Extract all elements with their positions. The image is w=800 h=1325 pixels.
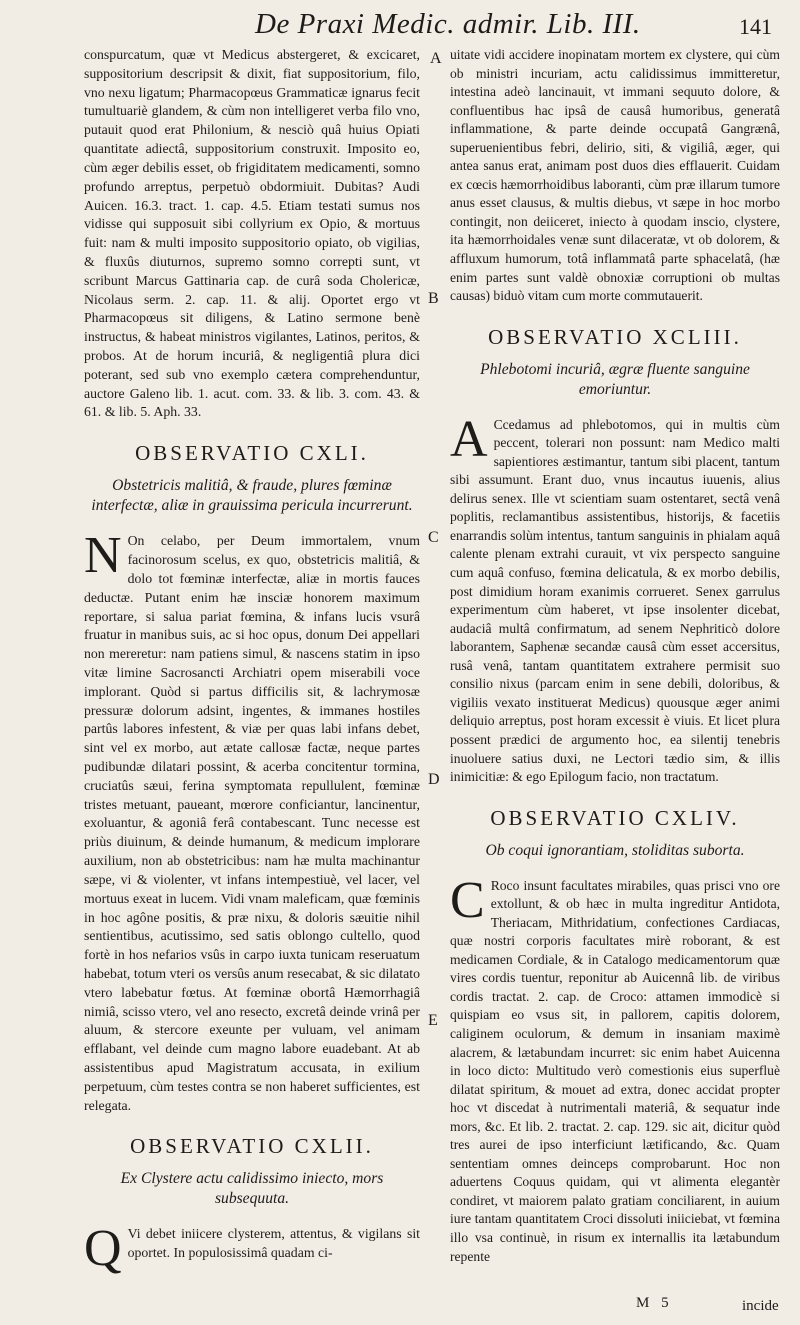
observation-143-heading: OBSERVATIO XCLIII. — [488, 324, 742, 349]
drop-cap-c: C — [450, 871, 485, 929]
observation-143-text: Ccedamus ad phlebotomos, qui in multis cùm peccent, tolerari non possunt: nam Medico malti sapientiores æstimantur, tantum sibi placent, tantum sibi assumunt. Erant duo, vnus incautus iuuenis, alius delirus senex. Ille vt scientiam suam ostentaret, sectâ venâ poplitis, reclamantibus assistentibus, historijs, & facetiis enarrandis solùm intentus, tantum sanguinis in phialam aquâ calente plenam extrahi curauit, vt vix perspecto sanguine cum aquâ confuso, fœmina delicatula, & ex morbo debilis, post dimidium horam exanimis corrueret. Senex garrulus experimentum cùm haberet, vt ipse insolenter dicebat, audaciâ multâ confirmatum, ad senem Nephriticò dolore laborantem, Saphenæ secandæ causâ cùm esset accersitus, rusâ venâ, tantam quantitatem extrahere permisit suo consilio nixus (parcam enim in sene debili, doloribus, & vigiliis vexato instituerat Medicus) quousque æger animi deliquio arreptus, post horam excessit è viuis. Et licet plura possent prædici de argumento hoc, ea silentij tenebris inuoluere satius duxi, ne Lectori tædio sim, & illis inimicitiæ: & ego Epilogum facio, non tractatum. — [450, 416, 780, 785]
margin-letter-a: A — [430, 50, 442, 67]
page-number: 141 — [739, 14, 772, 39]
drop-cap-a: A — [450, 410, 488, 468]
margin-letter-d: D — [428, 771, 440, 788]
observation-141-text: On celabo, per Deum immortalem, vnum facinorosum scelus, ex quo, obstetricis malitiâ, & dolo tot fœminæ interfectæ, aliæ in mortis fauces deductæ. Putant enim hæ insciæ honorem maximum reportare, si salua pariat fœmina, & infans lucis vsurâ fruatur in manibus suis, ac si hoc opus, donum Dei appellari non mereretur: nam patiens simul, & nascens statim in ipso vitæ limine Sacrosancti Archiatri opem miserabili voce implorant. Quòd si partus difficilis sit, & lachrymosæ pressuræ dolorum adsint, ingentes, & immanes hostiles partûs labores infestent, & viæ per quas labi infans debet, sint vel ex morbo, aut ætate callosæ factæ, neque partes pudibundæ dilatari possint, & acerba concitentur tormina, cruciatûs sæui, ferina symptomata repullulent, fœminæ tristes metuant, paueant, mœrore conficiantur, lancinentur, exoluantur, & agoniâ ferâ contabescant. Tunc necesse est priùs diuinum, & deinde humanum, & medicum implorare auxilium, non ab obstetricibus: nam hæ multa machinantur sæpe, vi & violenter, vt infans intempestiuè, vel lacer, vel mortuus exeat in lucem. Vidi vnam maleficam, quæ fœminis in hoc agône positis, & præ nixu, & doloris sæuitie nihil sentientibus, acutissimo, sed satis oblongo cultello, quod fortè in hos nefarios vsûs in carpo iuxta tunicam reseruatum habebat, totum vteri os versûs anum resecabat, & sic dilatato vtero labebatur fœtus. At fœminæ obortâ Hæmorrhagiâ nimiâ, scisso vtero, vel ano resecto, excretâ deinde vrinâ per aluum, & stercore exeunte per vuluam, vel animam efflabant, vel deinde cum magno labore euadebant. At ab assistentibus apud Magistratum accusata, in exilium perpetuum, cùm testes contra se non haberet sufficientes, est relegata. — [84, 533, 420, 1113]
observation-144-subtitle: Ob coqui ignorantiam, stoliditas suborta. — [485, 841, 745, 859]
signature-mark: M 5 — [636, 1295, 673, 1311]
left-intro-text: conspurcatum, quæ vt Medicus abstergeret, & excicaret, suppositorium descripsit & dixit, fiat suppositorium, filo, vno nexu ligatum; Pharmacopœus Grammaticæ ignarus fecit tumultuariè glandem, & cùm non intelligeret verba filo vno, putauit quod erat Philonium, & nesciò quâ huius Opiati quantitate adiectâ, suppositorium construxit. Imposito eo, cùm æger debilis esset, ob frigiditatem medicamenti, somno profundo arreptus, perpetuò obdormiuit. Dubitas? Audi Auicen. 16.3. tract. 1. cap. 4.5. Etiam testati sumus nos vidisse qui supposuit sibi collyrium ex Opio, & mortuus fuit: nam & multi imposito suppositorio opiato, ob vigilias, & fluxûs diuturnos, supremo somno correpti sunt, vt scribunt Marcus Gattinaria cap. de curâ soda Cholericæ, Nicolaus serm. 2. cap. 11. & alij. Oportet ergo vt Pharmacopœus sit diligens, & Latino sermone benè instructus, & habeat ministros vigilantes, Latinos, peritos, & probos. At de horum incuriâ, & negligentiâ plura dici poterant, sed sub vno exemplo cætera comprehenduntur, auctore Galeno lib. 1. acut. com. 33. & lib. 3. com. 43. & 61. & lib. 5. Aph. 33. — [84, 47, 420, 420]
right-column — [450, 46, 780, 1266]
left-column — [84, 46, 420, 1278]
drop-cap-q: Q — [84, 1220, 122, 1278]
running-header — [0, 0, 800, 48]
right-intro-text: uitate vidi accidere inopinatam mortem ex clystere, qui cùm ob ministri incuriam, actu calidissimus immitteretur, intestina adeò lancinauit, vt immani sequuto dolore, & confluentibus hac ipsâ de causâ humoribus, generatâ inflammatione, & parte deinde occupatâ Gangrænâ, superuenientibus febri, delirio, siti, & vigiliâ, æger, qui antea sanus erat, animam post duos dies efflauerit. Cuidam ex cœcis hæmorrhoidibus laboranti, cùm præ illarum tumore anus esset clausus, & multis diebus, vt sæpe in hoc morbo contingit, non deiiceret, iniecto à quodam inscio, clystere, ita hæmorrhoidales venæ sunt dilaceratæ, vt ob dolorem, & affluxum humorum, totâ inflammatâ parte sphacelatâ, (hæ enim partes sunt valdè obnoxiæ corruptioni ob multas causas) biduò vitam cum morte commutauerit. — [450, 47, 780, 304]
margin-letter-b: B — [428, 290, 439, 307]
observation-141-body — [84, 527, 420, 1115]
observation-143-body — [450, 410, 780, 787]
drop-cap-n: N — [84, 527, 122, 585]
observation-143-subtitle: Phlebotomi incuriâ, ægræ fluente sanguine emoriuntur. — [480, 360, 750, 398]
observation-142-body — [84, 1220, 420, 1278]
margin-letter-e: E — [428, 1012, 438, 1029]
catchword: incide — [742, 1298, 779, 1314]
observation-142-subtitle: Ex Clystere actu calidissimo iniecto, mors subsequuta. — [120, 1170, 384, 1208]
observation-142-text: Vi debet iniicere clysterem, attentus, & vigilans sit oportet. In populosissimâ quadam ci- — [127, 1226, 420, 1261]
observation-141-heading: OBSERVATIO CXLI. — [135, 441, 369, 466]
observation-141-subtitle: Obstetricis malitiâ, & fraude, plures fœminæ interfectæ, aliæ in grauissima pericula incurrerunt. — [91, 477, 413, 515]
observation-142-heading: OBSERVATIO CXLII. — [130, 1134, 374, 1159]
observation-144-text: Roco insunt facultates mirabiles, quas prisci vno ore extollunt, & ob hæc in multa ingreditur Antidota, Theriacam, Mithridatium, confectiones Cardiacas, quæ nostri corporis facultates mirè roborant, & est medicamen Cordiale, & in Catalogo medicamentorum quæ vires cordis tuentur, reponitur ab Auicennâ lib. de viribus cordis tractat. 2. cap. de Croco: attamen immodicè si quispiam eo vsus sit, in pallorem, capitis dolorem, caliginem oculorum, & demum in insaniam maximè alacrem, & lætabundam incurret: sic enim habet Auicenna in loco dicto: Multitudo verò comestionis eius superfluè dilatat spiritum, & mouet ad extra, donec accidat propter hoc vt discedat à nutrimentali materiâ, & sequatur inde mors, &c. Et lib. 2. tractat. 2. cap. 129. sic ait, dicitur quòd tres aurei de ipso interficiunt lætificando, &c. Quam sententiam omnes deinceps comprobarunt. Hoc non aduertens Coquus quidam, qui vt alimenta elegantèr condiret, vt maiorem palato gratiam conciliarent, in auium iure tantam quantitatem Croci dissoluti iniiciebat, vt fœmina illo vsa continuè, in risum ex internallis ita lætabundum repente — [450, 877, 780, 1264]
margin-letter-c: C — [428, 529, 439, 546]
running-title: De Praxi Medic. admir. Lib. III. — [255, 8, 641, 40]
observation-144-body — [450, 871, 780, 1266]
observation-144-heading: OBSERVATIO CXLIV. — [490, 805, 740, 830]
